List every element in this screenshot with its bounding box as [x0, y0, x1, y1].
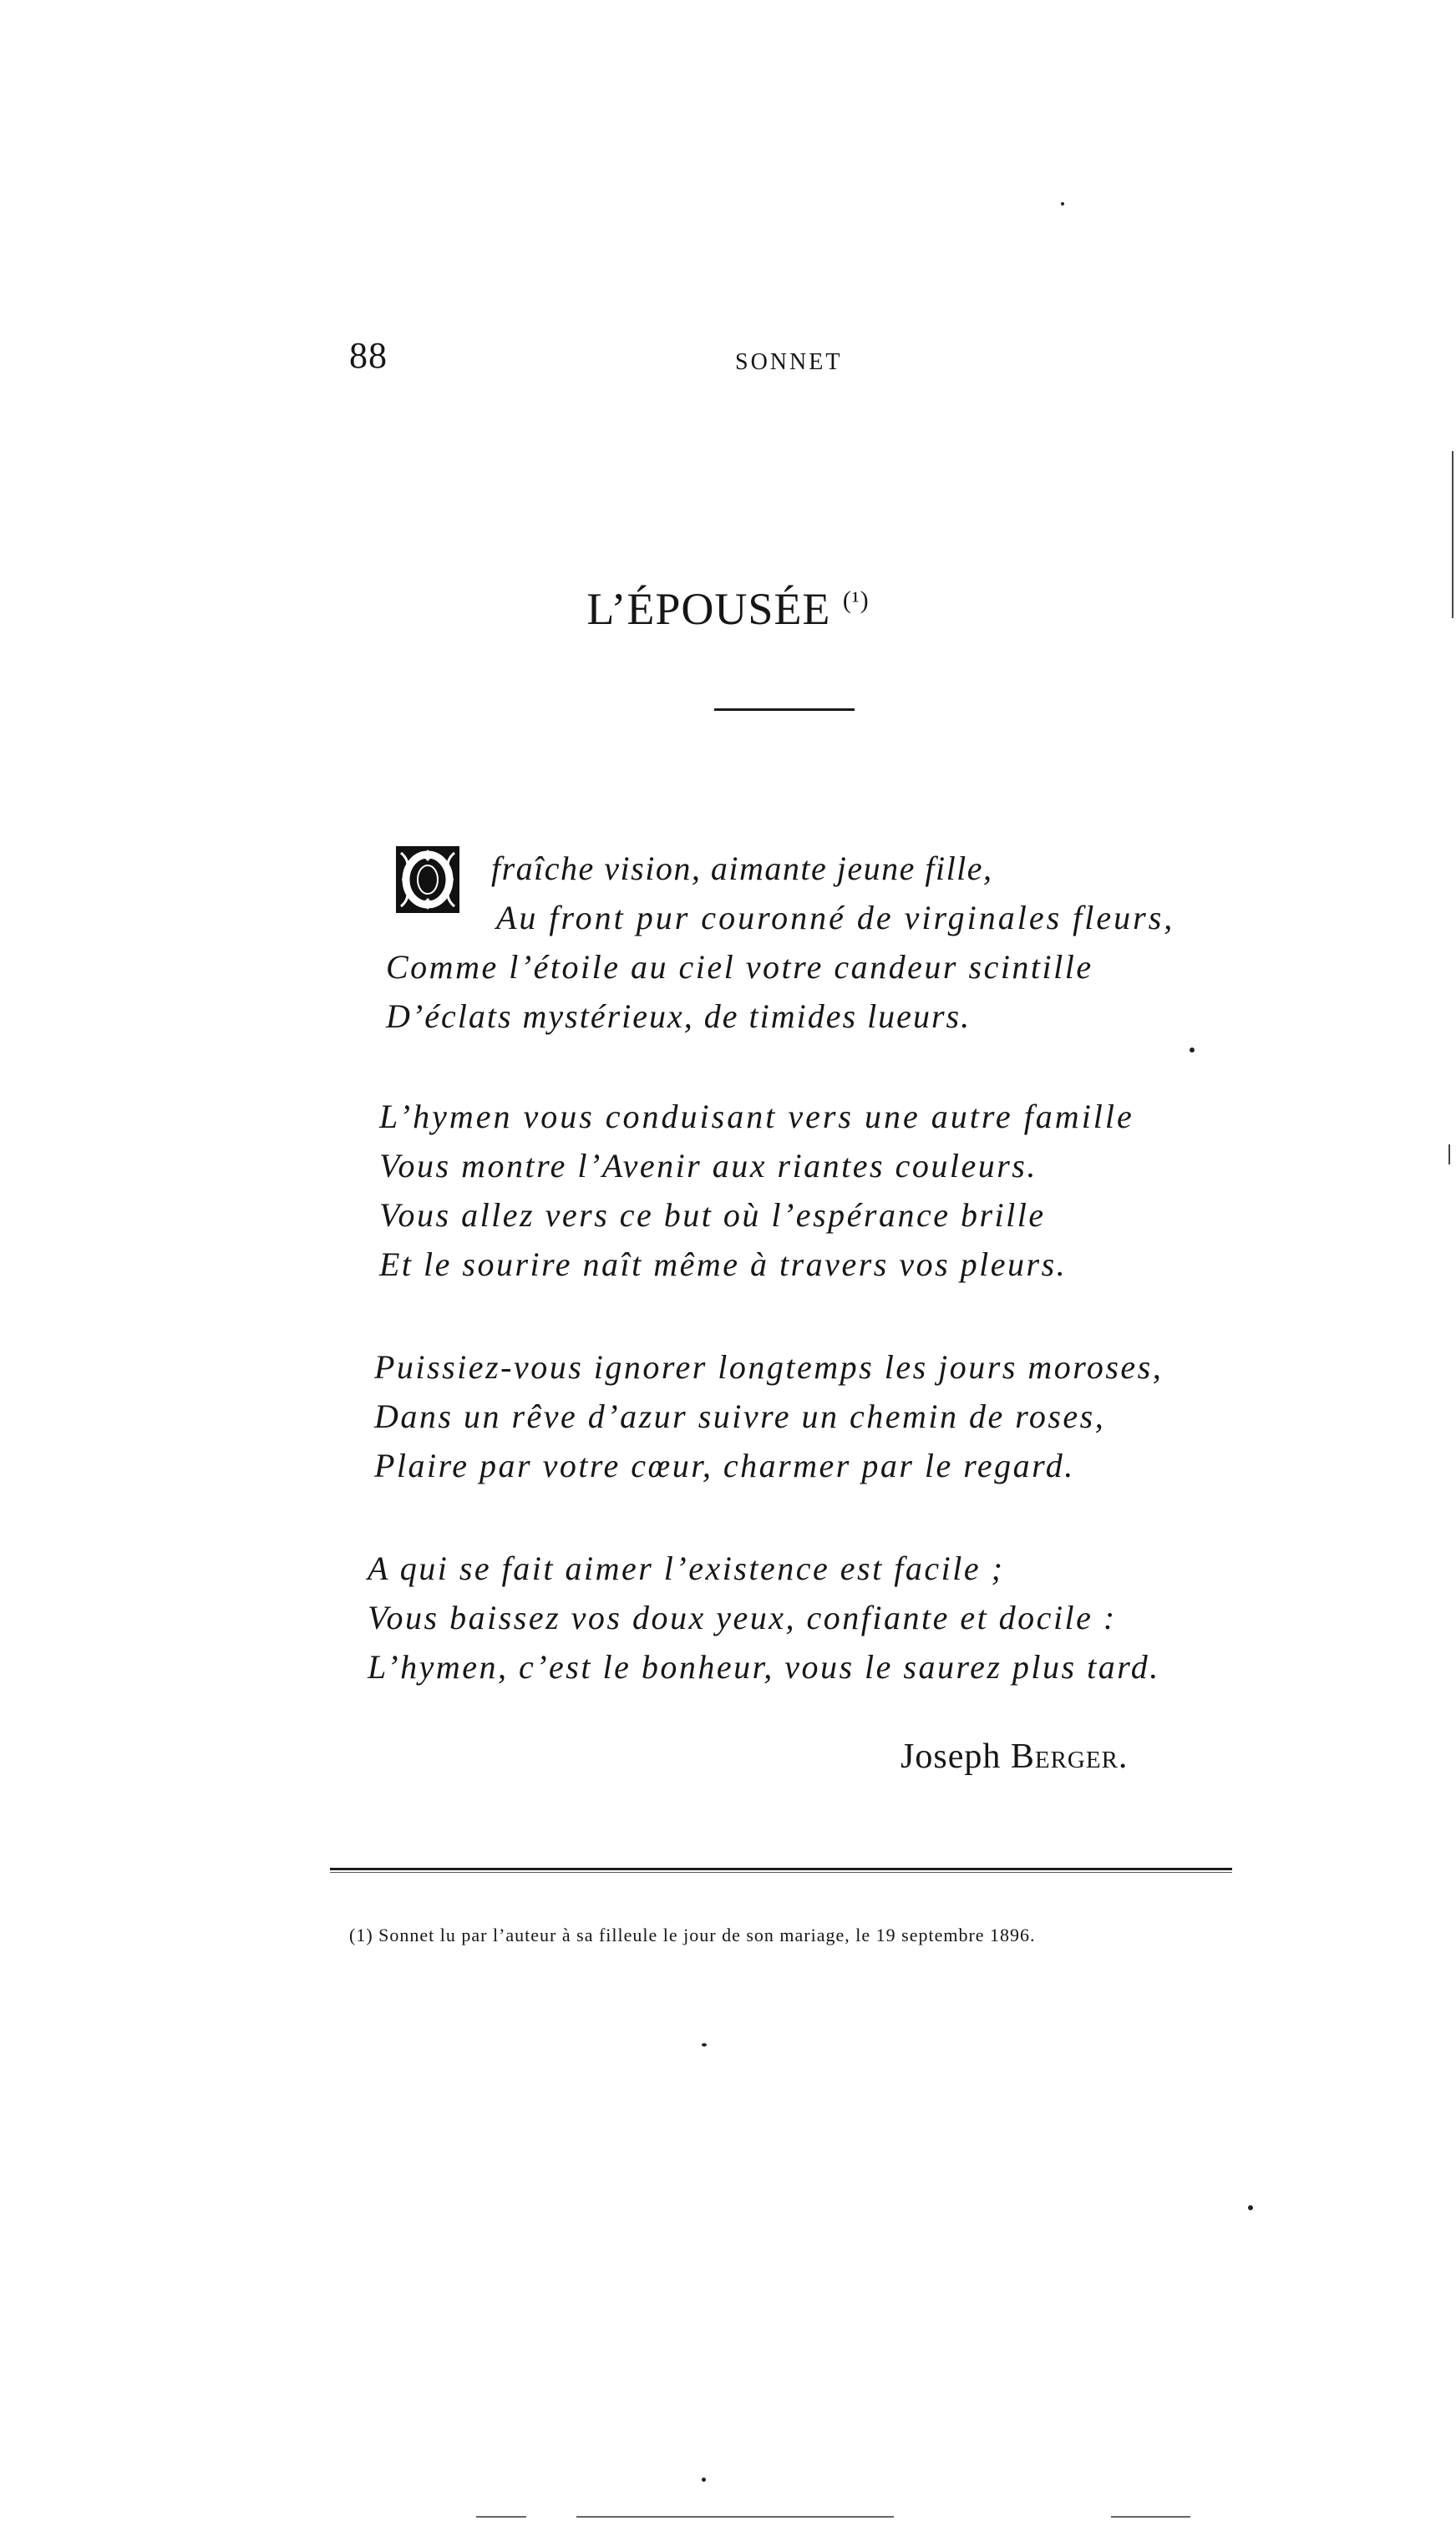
- scan-speck: [702, 2043, 707, 2047]
- poem-title-text: L’ÉPOUSÉE: [586, 584, 831, 634]
- poem-line: Plaire par votre cœur, charmer par le regard.: [374, 1447, 1075, 1484]
- scan-edge-mark: [576, 2516, 894, 2518]
- footnote-divider-thin: [330, 1872, 1232, 1873]
- poem-line: Et le sourire naît même à travers vos pleurs.: [379, 1245, 1068, 1283]
- poem-line: fraîche vision, aimante jeune fille,: [491, 850, 993, 887]
- scan-edge-mark: [1111, 2516, 1190, 2518]
- poem-line: Vous allez vers ce but où l’espérance brille: [379, 1196, 1046, 1234]
- poem-line: Vous montre l’Avenir aux riantes couleurs.: [379, 1147, 1037, 1184]
- scan-speck: [702, 2478, 706, 2482]
- poem-line: L’hymen vous conduisant vers une autre famille: [379, 1098, 1134, 1135]
- poem-title: [0, 586, 1456, 632]
- author-last-name: Berger.: [1010, 1737, 1129, 1776]
- poem-line: Puissiez-vous ignorer longtemps les jours moroses,: [374, 1348, 1164, 1386]
- scan-speck: [1248, 2205, 1253, 2210]
- poem-line: L’hymen, c’est le bonheur, vous le saurez plus tard.: [368, 1648, 1160, 1686]
- poem-line: Au front pur couronné de virginales fleurs,: [496, 899, 1175, 936]
- scan-speck: [1190, 1047, 1195, 1053]
- poem-line: Vous baissez vos doux yeux, confiante et docile :: [368, 1599, 1117, 1636]
- scan-edge-mark: [1448, 1144, 1450, 1164]
- running-head: SONNET: [735, 349, 843, 375]
- footnote-reference: (¹): [842, 587, 870, 614]
- scan-speck: [1061, 202, 1064, 205]
- poem-line: A qui se fait aimer l’existence est facile ;: [368, 1550, 1005, 1587]
- author-first-name: Joseph: [900, 1737, 1002, 1776]
- author-signature: [900, 1739, 1128, 1774]
- page-number: 88: [349, 335, 388, 376]
- footnote-divider: [330, 1868, 1232, 1870]
- poem-line: Dans un rêve d’azur suivre un chemin de roses,: [374, 1397, 1106, 1435]
- scan-edge-mark: [476, 2516, 526, 2518]
- title-divider: [714, 708, 855, 711]
- poem-line: Comme l’étoile au ciel votre candeur scintille: [386, 948, 1093, 986]
- footnote: (1) Sonnet lu par l’auteur à sa filleule le jour de son mariage, le 19 septembre 1896.: [349, 1925, 1036, 1945]
- scan-edge-mark: [1452, 451, 1453, 618]
- poem-line: D’éclats mystérieux, de timides lueurs.: [386, 997, 972, 1035]
- ornamental-dropcap-icon: [393, 841, 463, 918]
